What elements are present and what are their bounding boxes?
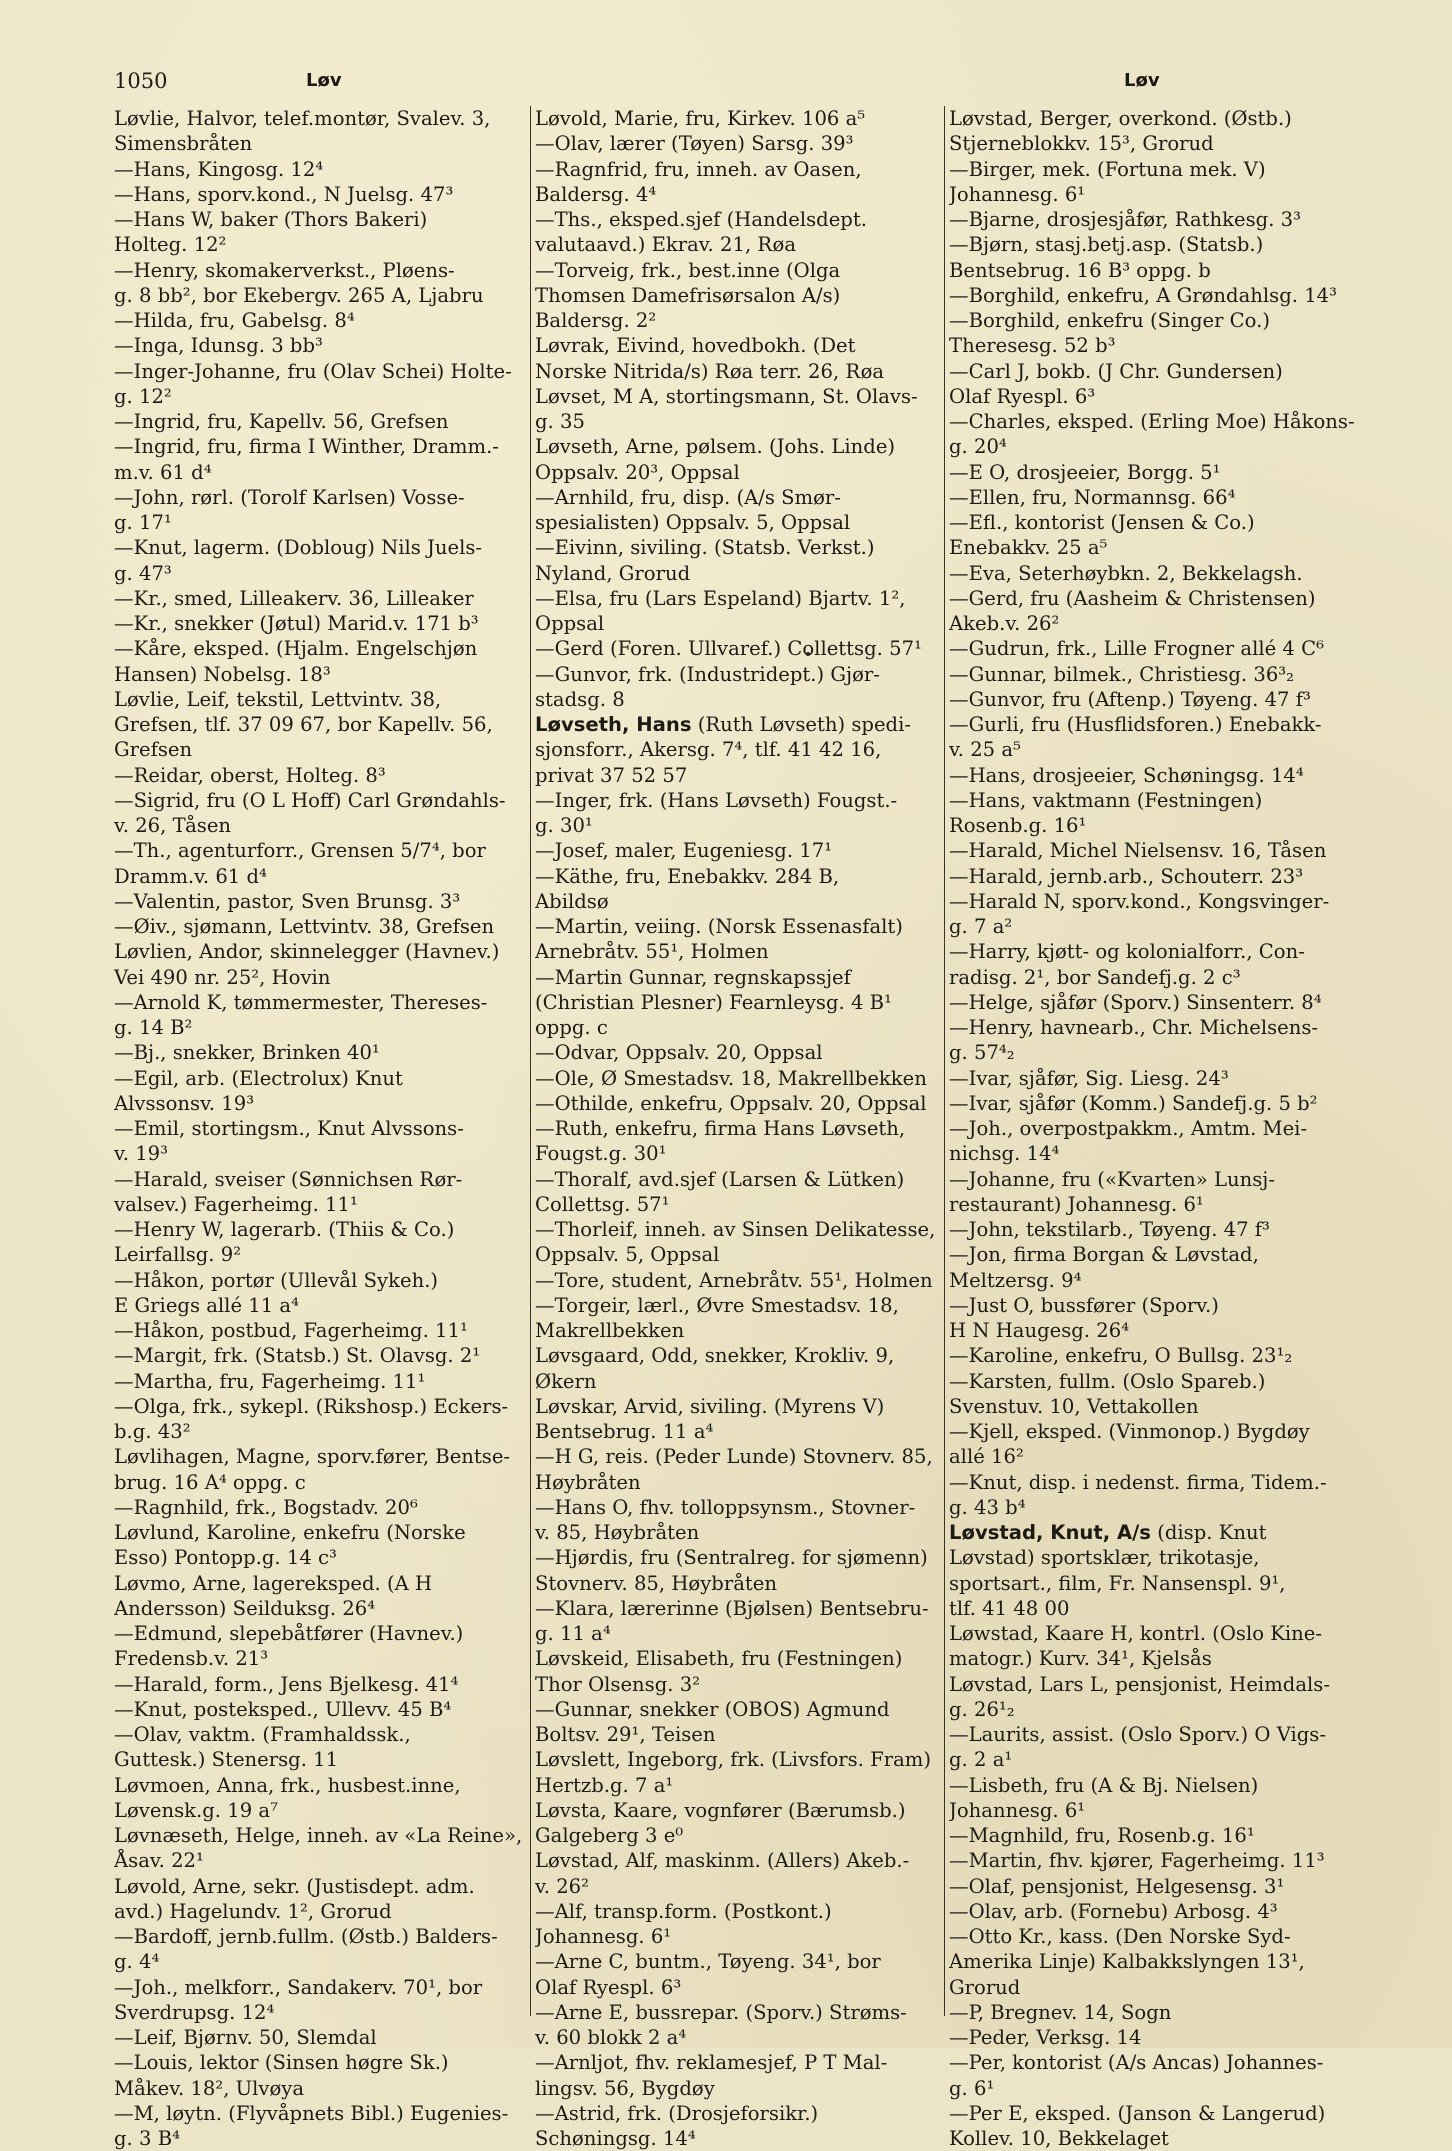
directory-entry-line: —Odvar, Oppsalv. 20, Oppsal (535, 1041, 823, 1065)
directory-entry-line: —Torgeir, lærl., Øvre Smestadsv. 18, (535, 1293, 899, 1317)
directory-entry-line: Svenstuv. 10, Vettakollen (949, 1394, 1199, 1418)
directory-entry-line: —Knut, posteksped., Ullevv. 45 B⁴ (114, 1697, 452, 1721)
directory-entry-line: —Borghild, enkefru (Singer Co.) (949, 309, 1271, 332)
directory-entry-line: radisg. 2¹, bor Sandefj.g. 2 c³ (949, 965, 1241, 989)
directory-entry-line: —John, tekstilarb., Tøyeng. 47 f³ (949, 1218, 1270, 1241)
directory-entry-line: —P, Bregnev. 14, Sogn (949, 2000, 1172, 2024)
directory-entry-line: Løvseth, Arne, pølsem. (Johs. Linde) (535, 435, 896, 459)
directory-entry-line: —Ivar, sjåfør (Komm.) Sandefj.g. 5 b² (949, 1091, 1318, 1115)
directory-entry-line: —Martin, veiing. (Norsk Essenasfalt) (535, 915, 903, 938)
directory-entry-line: tlf. 41 48 00 (949, 1596, 1070, 1620)
directory-entry-line: g. 57⁴₂ (949, 1041, 1015, 1065)
directory-entry-line: —Gunnar, snekker (OBOS) Agmund (535, 1697, 890, 1721)
directory-entry-line: —Per E, eksped. (Janson & Langerud) (949, 2101, 1326, 2125)
directory-entry-line: —Hans, drosjeeier, Schøningsg. 14⁴ (949, 763, 1304, 787)
directory-entry-line: avd.) Hagelundv. 1², Grorud (114, 1899, 392, 1923)
directory-entry-line: —Gerd (Foren. Ullvaref.) Collettsg. 57¹ (535, 637, 922, 661)
directory-entry-line: g. 47³ (114, 561, 172, 585)
directory-entry-line: Theresesg. 52 b³ (949, 334, 1116, 358)
directory-entry-line: Oppsal (535, 612, 605, 635)
directory-entry-line: Meltzersg. 9⁴ (949, 1268, 1082, 1292)
directory-entry-line: —Arnljot, fhv. reklamesjef, P T Mal- (535, 2051, 888, 2075)
directory-entry-line: Løvstad, Lars L, pensjonist, Heimdals- (949, 1672, 1330, 1696)
directory-entry-line: —Joh., overpostpakkm., Amtm. Mei- (949, 1117, 1308, 1140)
directory-entry-line: b.g. 43² (114, 1420, 191, 1443)
directory-entry-line: g. 17¹ (114, 511, 172, 534)
directory-entry-line: —Torveig, frk., best.inne (Olga (535, 258, 841, 282)
directory-entry-line: Grefsen (114, 738, 193, 762)
directory-entry-line: —Gunnar, bilmek., Christiesg. 36³₂ (949, 662, 1294, 686)
directory-entry-line: nichsg. 14⁴ (949, 1142, 1060, 1166)
directory-entry-line: —Bjarne, drosjesjåfør, Rathkesg. 3³ (949, 208, 1301, 231)
directory-entry-line: g. 30¹ (535, 814, 593, 837)
directory-entry-line: Løvlund, Karoline, enkefru (Norske (114, 1521, 466, 1544)
directory-entry-line: —Ole, Ø Smestadsv. 18, Makrellbekken (535, 1066, 927, 1090)
directory-entry-line: Amerika Linje) Kalbakkslyngen 13¹, (949, 1950, 1305, 1974)
directory-entry-line: sportsart., film, Fr. Nansenspl. 9¹, (949, 1571, 1286, 1595)
directory-entry-line: —Harald, sveiser (Sønnichsen Rør- (114, 1167, 463, 1191)
directory-entry-line: Leirfallsg. 9² (114, 1243, 242, 1267)
directory-entry-line: —Inger-Johanne, fru (Olav Schei) Holte- (114, 359, 512, 383)
directory-entry-line: Sverdrupsg. 12⁴ (114, 2000, 275, 2024)
directory-entry-line: —Emil, stortingsm., Knut Alvssons- (114, 1117, 464, 1140)
directory-entry-line: —Olga, frk., sykepl. (Rikshosp.) Eckers- (114, 1394, 509, 1418)
directory-entry-line: —Harry, kjøtt- og kolonialforr., Con- (949, 940, 1305, 964)
directory-entry-line: —Ingrid, fru, Kapellv. 56, Grefsen (114, 410, 449, 433)
directory-entry-line: Enebakkv. 25 a⁵ (949, 536, 1108, 560)
directory-entry-line: —Hans O, fhv. tolloppsynsm., Stovner- (535, 1495, 916, 1519)
directory-entry-line: g. 3 B⁴ (114, 2127, 180, 2150)
directory-entry-line: Åsav. 22¹ (114, 1849, 204, 1873)
directory-entry-line: Grefsen, tlf. 37 09 67, bor Kapellv. 56, (114, 713, 493, 736)
directory-entry-line: Simensbråten (114, 132, 253, 156)
directory-entry-line: —Kr., snekker (Jøtul) Marid.v. 171 b³ (114, 612, 479, 635)
directory-entry-line: —Kjell, eksped. (Vinmonop.) Bygdøy (949, 1420, 1310, 1443)
directory-entry-line: sjonsforr., Akersg. 7⁴, tlf. 41 42 16, (535, 738, 882, 762)
directory-entry-line: —Ivar, sjåfør, Sig. Liesg. 24³ (949, 1066, 1229, 1090)
directory-entry-line: —Elsa, fru (Lars Espeland) Bjartv. 1², (535, 586, 906, 610)
directory-entry-line: —Ruth, enkefru, firma Hans Løvseth, (535, 1117, 906, 1140)
directory-entry-line: Esso) Pontopp.g. 14 c³ (114, 1546, 337, 1570)
directory-entry-line: Oppsalv. 20³, Oppsal (535, 460, 740, 484)
directory-entry-line: —Magnhild, fru, Rosenb.g. 16¹ (949, 1824, 1255, 1847)
directory-entry-line: Olaf Ryespl. 6³ (535, 1975, 682, 1999)
directory-entry-line: —M, løytn. (Flyvåpnets Bibl.) Eugenies- (114, 2101, 509, 2125)
directory-entry-line: —Lisbeth, fru (A & Bj. Nielsen) (949, 1773, 1259, 1797)
directory-entry-line: Boltsv. 29¹, Teisen (535, 1723, 716, 1746)
directory-entry-line: Løvmo, Arne, lagereksped. (A H (114, 1571, 433, 1595)
directory-entry-line: Løvlien, Andor, skinnelegger (Havnev.) (114, 940, 500, 964)
directory-entry-line: Rosenb.g. 16¹ (949, 814, 1087, 837)
directory-entry-line: Vei 490 nr. 25², Hovin (114, 965, 331, 989)
directory-entry-line: —Arne E, bussrepar. (Sporv.) Strøms- (535, 2000, 907, 2024)
directory-entry-line: —Hans, sporv.kond., N Juelsg. 47³ (114, 182, 454, 206)
directory-entry-line: —Ingrid, fru, firma I Winther, Dramm.- (114, 435, 499, 459)
directory-entry-line: g. 7 a² (949, 915, 1013, 938)
directory-entry-line: —Harald, jernb.arb., Schouterr. 23³ (949, 864, 1304, 888)
directory-entry-line: —Kåre, eksped. (Hjalm. Engelschjøn (114, 637, 478, 661)
directory-entry-line: Collettsg. 57¹ (535, 1192, 670, 1216)
directory-entry-line: v. 85, Høybråten (535, 1521, 700, 1544)
directory-entry-line: brug. 16 A⁴ oppg. c (114, 1470, 306, 1494)
directory-entry-line: Økern (535, 1369, 597, 1393)
directory-entry-line: —Otto Kr., kass. (Den Norske Syd- (949, 1925, 1291, 1948)
directory-entry-line: —Hilda, fru, Gabelsg. 8⁴ (114, 309, 355, 332)
directory-entry-line: —Gunvor, frk. (Industridept.) Gjør- (535, 662, 880, 686)
directory-entry-line: —Harald N, sporv.kond., Kongsvinger- (949, 889, 1330, 913)
directory-entry-line: Løvseth, Hans (Ruth Løvseth) spedi- (535, 713, 911, 736)
directory-entry-line: —Eivinn, siviling. (Statsb. Verkst.) (535, 536, 875, 560)
directory-entry-line: Løvstad) sportsklær, trikotasje, (949, 1546, 1260, 1570)
directory-entry-line: —Hans W, baker (Thors Bakeri) (114, 208, 428, 231)
directory-entry-line: Thor Olsensg. 3² (535, 1672, 701, 1696)
directory-entry-line: Løvold, Arne, sekr. (Justisdept. adm. (114, 1874, 475, 1898)
directory-entry-line: —Hans, vaktmann (Festningen) (949, 788, 1263, 812)
directory-entry-line: —Alf, transp.form. (Postkont.) (535, 1899, 832, 1923)
directory-entry-line: —Borghild, enkefru, A Grøndahlsg. 14³ (949, 283, 1337, 307)
directory-entry-line: —H G, reis. (Peder Lunde) Stovnerv. 85, (535, 1445, 933, 1469)
directory-entry-line: spesialisten) Oppsalv. 5, Oppsal (535, 511, 851, 534)
directory-entry-line: —Käthe, fru, Enebakkv. 284 B, (535, 864, 840, 888)
directory-entry-line: —Knut, lagerm. (Dobloug) Nils Juels- (114, 536, 483, 560)
directory-entry-line: —Gurli, fru (Husflidsforen.) Enebakk- (949, 713, 1322, 736)
directory-entry-line: Guttesk.) Stenersg. 11 (114, 1748, 339, 1772)
directory-column-2 (535, 106, 953, 2151)
directory-entry-line: Måkev. 18², Ulvøya (114, 2076, 305, 2100)
directory-entry-line: oppg. c (535, 1016, 608, 1039)
directory-entry-line: —Johanne, fru («Kvarten» Lunsj- (949, 1167, 1275, 1191)
directory-entry-line: —Thoralf, avd.sjef (Larsen & Lütken) (535, 1167, 905, 1191)
directory-entry-line: —Sigrid, fru (O L Hoff) Carl Grøndahls- (114, 788, 506, 812)
directory-entry-line: Fougst.g. 30¹ (535, 1142, 667, 1166)
directory-entry-line: —Bjørn, stasj.betj.asp. (Statsb.) (949, 233, 1264, 257)
directory-entry-line: —Arnhild, fru, disp. (A/s Smør- (535, 485, 841, 509)
directory-entry-line: —Th., agenturforr., Grensen 5/7⁴, bor (114, 839, 486, 863)
directory-entry-line: restaurant) Johannesg. 6¹ (949, 1192, 1204, 1216)
directory-entry-line: E Griegs allé 11 a⁴ (114, 1293, 299, 1317)
directory-entry-line: —Gunvor, fru (Aftenp.) Tøyeng. 47 f³ (949, 687, 1311, 711)
directory-entry-line: Hansen) Nobelsg. 18³ (114, 662, 331, 686)
directory-entry-line: —Martin Gunnar, regnskapssjef (535, 965, 851, 989)
directory-entry-line: —Ellen, fru, Normannsg. 66⁴ (949, 485, 1236, 509)
directory-entry-line: g. 20⁴ (949, 435, 1007, 459)
directory-entry-line: Arnebråtv. 55¹, Holmen (535, 940, 769, 964)
directory-entry-line: —Henry, skomakerverkst., Pløens- (114, 258, 455, 282)
directory-entry-line: Baldersg. 2² (535, 309, 657, 332)
directory-entry-line: —Reidar, oberst, Holteg. 8³ (114, 763, 386, 787)
directory-entry-line: Løvnæseth, Helge, inneh. av «La Reine», (114, 1824, 523, 1847)
directory-entry-line: g. 11 a⁴ (535, 1622, 611, 1645)
directory-entry-line: —Kr., smed, Lilleakerv. 36, Lilleaker (114, 586, 474, 610)
directory-entry-line: g. 4⁴ (114, 1950, 160, 1974)
directory-entry-line: —Olav, arb. (Fornebu) Arbosg. 4³ (949, 1899, 1278, 1923)
directory-column-1 (114, 106, 532, 2151)
directory-entry-line: stadsg. 8 (535, 687, 625, 711)
directory-entry-line: Løvslett, Ingeborg, frk. (Livsfors. Fram) (535, 1748, 931, 1772)
directory-entry-line: m.v. 61 d⁴ (114, 460, 212, 484)
directory-entry-line: —John, rørl. (Torolf Karlsen) Vosse- (114, 485, 465, 509)
directory-entry-line: —Leif, Bjørnv. 50, Slemdal (114, 2026, 377, 2049)
directory-entry-line: —Ths., eksped.sjef (Handelsdept. (535, 208, 867, 231)
directory-entry-line: —Eva, Seterhøybkn. 2, Bekkelagsh. (949, 561, 1303, 585)
directory-entry-line: —Henry W, lagerarb. (Thiis & Co.) (114, 1218, 455, 1241)
directory-entry-line: Løvrak, Eivind, hovedbokh. (Det (535, 334, 856, 358)
directory-entry-line: —Harald, form., Jens Bjelkesg. 41⁴ (114, 1672, 459, 1696)
directory-entry-line: —Ragnfrid, fru, inneh. av Oasen, (535, 157, 862, 181)
directory-entry-line: —Thorleif, inneh. av Sinsen Delikatesse, (535, 1218, 936, 1241)
directory-entry-line: Løvstad, Knut, A/s (disp. Knut (949, 1521, 1267, 1544)
directory-entry-line: Schøningsg. 14⁴ (535, 2127, 696, 2150)
directory-entry-line: H N Haugesg. 26⁴ (949, 1319, 1130, 1342)
directory-entry-line: lingsv. 56, Bygdøy (535, 2076, 715, 2100)
directory-entry-line: Løvsgaard, Odd, snekker, Krokliv. 9, (535, 1344, 895, 1368)
directory-entry-line: Johannesg. 6¹ (535, 1925, 672, 1948)
directory-entry-line: g. 35 (535, 410, 585, 433)
directory-entry-line: —Martha, fru, Fagerheimg. 11¹ (114, 1369, 426, 1393)
directory-entry-line: —Efl., kontorist (Jensen & Co.) (949, 511, 1255, 534)
directory-entry-line: —Astrid, frk. (Drosjeforsikr.) (535, 2101, 819, 2125)
directory-entry-line: —Just O, bussfører (Sporv.) (949, 1293, 1219, 1317)
directory-entry-line: —Håkon, postbud, Fagerheimg. 11¹ (114, 1319, 468, 1342)
directory-entry-line: Makrellbekken (535, 1319, 685, 1342)
directory-entry-line: —Henry, havnearb., Chr. Michelsens- (949, 1016, 1319, 1039)
directory-entry-line: —Laurits, assist. (Oslo Sporv.) O Vigs- (949, 1723, 1326, 1746)
directory-entry-line: v. 26² (535, 1874, 589, 1898)
directory-entry-line: allé 16² (949, 1445, 1024, 1469)
running-head-right: Løv (1124, 70, 1160, 91)
directory-entry-line: Grorud (949, 1975, 1021, 1999)
directory-entry-line: Abildsø (535, 889, 609, 913)
directory-entry-line: —Peder, Verksg. 14 (949, 2026, 1142, 2049)
directory-entry-line: g. 6¹ (949, 2076, 995, 2100)
directory-entry-line: —Bj., snekker, Brinken 40¹ (114, 1041, 380, 1065)
directory-entry-line: —Joh., melkforr., Sandakerv. 70¹, bor (114, 1975, 483, 1999)
directory-entry-line: g. 2 a¹ (949, 1748, 1013, 1772)
directory-entry-line: —Inga, Idunsg. 3 bb³ (114, 334, 323, 358)
running-head-left: Løv (306, 70, 342, 91)
directory-entry-line: —Jon, firma Borgan & Løvstad, (949, 1243, 1259, 1267)
directory-entry-line: —Birger, mek. (Fortuna mek. V) (949, 157, 1266, 181)
directory-entry-line: v. 19³ (114, 1142, 168, 1166)
directory-entry-line: Baldersg. 4⁴ (535, 182, 657, 206)
directory-entry-line: Akeb.v. 26² (949, 612, 1060, 635)
directory-entry-line: Løvstad, Alf, maskinm. (Allers) Akeb.- (535, 1849, 910, 1873)
directory-entry-line: —Olav, lærer (Tøyen) Sarsg. 39³ (535, 132, 854, 156)
directory-entry-line: —Knut, disp. i nedenst. firma, Tidem.- (949, 1470, 1327, 1494)
directory-entry-line: —Arne C, buntm., Tøyeng. 34¹, bor (535, 1950, 881, 1974)
directory-entry-line: Løvset, M A, stortingsmann, St. Olavs- (535, 384, 918, 408)
directory-entry-line: —Hans, Kingosg. 12⁴ (114, 157, 324, 181)
directory-entry-line: Nyland, Grorud (535, 561, 691, 585)
directory-entry-line: —Harald, Michel Nielsensv. 16, Tåsen (949, 839, 1327, 863)
directory-entry-line: Løvlihagen, Magne, sporv.fører, Bentse- (114, 1445, 511, 1469)
directory-entry-line: —Tore, student, Arnebråtv. 55¹, Holmen (535, 1268, 933, 1292)
directory-entry-line: Løvmoen, Anna, frk., husbest.inne, (114, 1773, 461, 1797)
directory-entry-line: g. 14 B² (114, 1016, 193, 1039)
directory-entry-line: —Gudrun, frk., Lille Frogner allé 4 C⁶ (949, 637, 1324, 661)
page-number: 1050 (114, 69, 168, 93)
directory-entry-line: Løvensk.g. 19 a⁷ (114, 1798, 278, 1822)
directory-entry-line: (Christian Plesner) Fearnleysg. 4 B¹ (535, 990, 892, 1014)
directory-entry-line: Galgeberg 3 e⁰ (535, 1824, 684, 1847)
directory-entry-line: —E O, drosjeeier, Borgg. 5¹ (949, 460, 1221, 484)
directory-entry-line: Løvsta, Kaare, vognfører (Bærumsb.) (535, 1798, 906, 1822)
directory-entry-line: Løvskeid, Elisabeth, fru (Festningen) (535, 1647, 903, 1671)
directory-entry-line: —Margit, frk. (Statsb.) St. Olavsg. 2¹ (114, 1344, 481, 1368)
directory-entry-line: —Othilde, enkefru, Oppsalv. 20, Oppsal (535, 1091, 927, 1115)
directory-entry-line: —Valentin, pastor, Sven Brunsg. 3³ (114, 889, 461, 913)
directory-entry-line: Bentsebrug. 16 B³ oppg. b (949, 258, 1211, 282)
directory-entry-line: —Edmund, slepebåtfører (Havnev.) (114, 1622, 464, 1645)
directory-entry-line: Fredensb.v. 21³ (114, 1647, 269, 1671)
directory-entry-line: —Josef, maler, Eugeniesg. 17¹ (535, 839, 833, 863)
directory-entry-line: —Ragnhild, frk., Bogstadv. 20⁶ (114, 1495, 418, 1519)
directory-entry-line: —Hjørdis, fru (Sentralreg. for sjømenn) (535, 1546, 928, 1570)
directory-entry-line: —Inger, frk. (Hans Løvseth) Fougst.- (535, 788, 898, 812)
directory-column-3 (949, 106, 1367, 2151)
directory-entry-line: valutaavd.) Ekrav. 21, Røa (535, 233, 796, 257)
directory-entry-line: —Klara, lærerinne (Bjølsen) Bentsebru- (535, 1596, 929, 1620)
directory-entry-line: Dramm.v. 61 d⁴ (114, 864, 267, 888)
directory-entry-line: Løvlie, Halvor, telef.montør, Svalev. 3, (114, 107, 491, 130)
directory-entry-line: g. 43 b⁴ (949, 1495, 1026, 1519)
directory-entry-line: Johannesg. 6¹ (949, 182, 1086, 206)
directory-entry-line: g. 8 bb², bor Ekebergv. 265 A, Ljabru (114, 283, 484, 307)
directory-entry-line: Alvssonsv. 19³ (114, 1091, 255, 1115)
directory-entry-line: Løvstad, Berger, overkond. (Østb.) (949, 107, 1292, 130)
directory-entry-line: Bentsebrug. 11 a⁴ (535, 1420, 714, 1443)
directory-entry-line: Stjerneblokkv. 15³, Grorud (949, 132, 1214, 156)
directory-entry-line: Høybråten (535, 1470, 641, 1494)
directory-entry-line: Kollev. 10, Bekkelaget (949, 2127, 1169, 2150)
directory-entry-line: matogr.) Kurv. 34¹, Kjelsås (949, 1647, 1212, 1671)
directory-entry-line: Norske Nitrida/s) Røa terr. 26, Røa (535, 359, 885, 383)
directory-entry-line: —Helge, sjåfør (Sporv.) Sinsenterr. 8⁴ (949, 990, 1322, 1014)
directory-entry-line: —Håkon, portør (Ullevål Sykeh.) (114, 1268, 439, 1292)
directory-entry-line: v. 26, Tåsen (114, 814, 232, 837)
directory-entry-line: —Carl J, bokb. (J Chr. Gundersen) (949, 359, 1283, 383)
directory-entry-line: Oppsalv. 5, Oppsal (535, 1243, 720, 1267)
directory-entry-line: —Per, kontorist (A/s Ancas) Johannes- (949, 2051, 1324, 2075)
directory-entry-line: Stovnerv. 85, Høybråten (535, 1571, 777, 1595)
directory-entry-line: v. 25 a⁵ (949, 738, 1021, 762)
directory-entry-line: —Olav, vaktm. (Framhaldssk., (114, 1723, 411, 1746)
directory-entry-line: Løvskar, Arvid, siviling. (Myrens V) (535, 1394, 885, 1418)
directory-entry-line: —Bardoff, jernb.fullm. (Østb.) Balders- (114, 1925, 498, 1948)
directory-entry-line: —Louis, lektor (Sinsen høgre Sk.) (114, 2051, 449, 2075)
directory-entry-line: g. 26¹₂ (949, 1697, 1015, 1721)
directory-entry-line: privat 37 52 57 (535, 763, 688, 787)
directory-entry-line: Johannesg. 6¹ (949, 1798, 1086, 1822)
directory-entry-line: valsev.) Fagerheimg. 11¹ (114, 1192, 358, 1216)
directory-entry-line: —Karsten, fullm. (Oslo Spareb.) (949, 1369, 1266, 1393)
directory-entry-line: Olaf Ryespl. 6³ (949, 384, 1096, 408)
directory-entry-line: Løvold, Marie, fru, Kirkev. 106 a⁵ (535, 107, 866, 130)
directory-entry-line: Holteg. 12² (114, 233, 227, 257)
directory-entry-line: v. 60 blokk 2 a⁴ (535, 2026, 687, 2049)
directory-entry-line: Andersson) Seilduksg. 26⁴ (114, 1596, 376, 1620)
directory-entry-line: Løwstad, Kaare H, kontrl. (Oslo Kine- (949, 1622, 1322, 1645)
directory-entry-line: —Charles, eksped. (Erling Moe) Håkons- (949, 410, 1355, 433)
directory-entry-line: —Karoline, enkefru, O Bullsg. 23¹₂ (949, 1344, 1293, 1368)
directory-entry-line: Thomsen Damefrisørsalon A/s) (535, 283, 841, 307)
directory-entry-line: —Olaf, pensjonist, Helgesensg. 3¹ (949, 1874, 1285, 1898)
directory-entry-line: —Martin, fhv. kjører, Fagerheimg. 11³ (949, 1849, 1325, 1873)
directory-entry-line: —Gerd, fru (Aasheim & Christensen) (949, 586, 1316, 610)
directory-entry-line: g. 12² (114, 384, 172, 408)
directory-entry-line: —Øiv., sjømann, Lettvintv. 38, Grefsen (114, 915, 495, 938)
directory-entry-line: —Arnold K, tømmermester, Thereses- (114, 990, 488, 1014)
directory-entry-line: Løvlie, Leif, tekstil, Lettvintv. 38, (114, 687, 442, 711)
directory-entry-line: Hertzb.g. 7 a¹ (535, 1773, 674, 1797)
directory-entry-line: —Egil, arb. (Electrolux) Knut (114, 1066, 403, 1090)
